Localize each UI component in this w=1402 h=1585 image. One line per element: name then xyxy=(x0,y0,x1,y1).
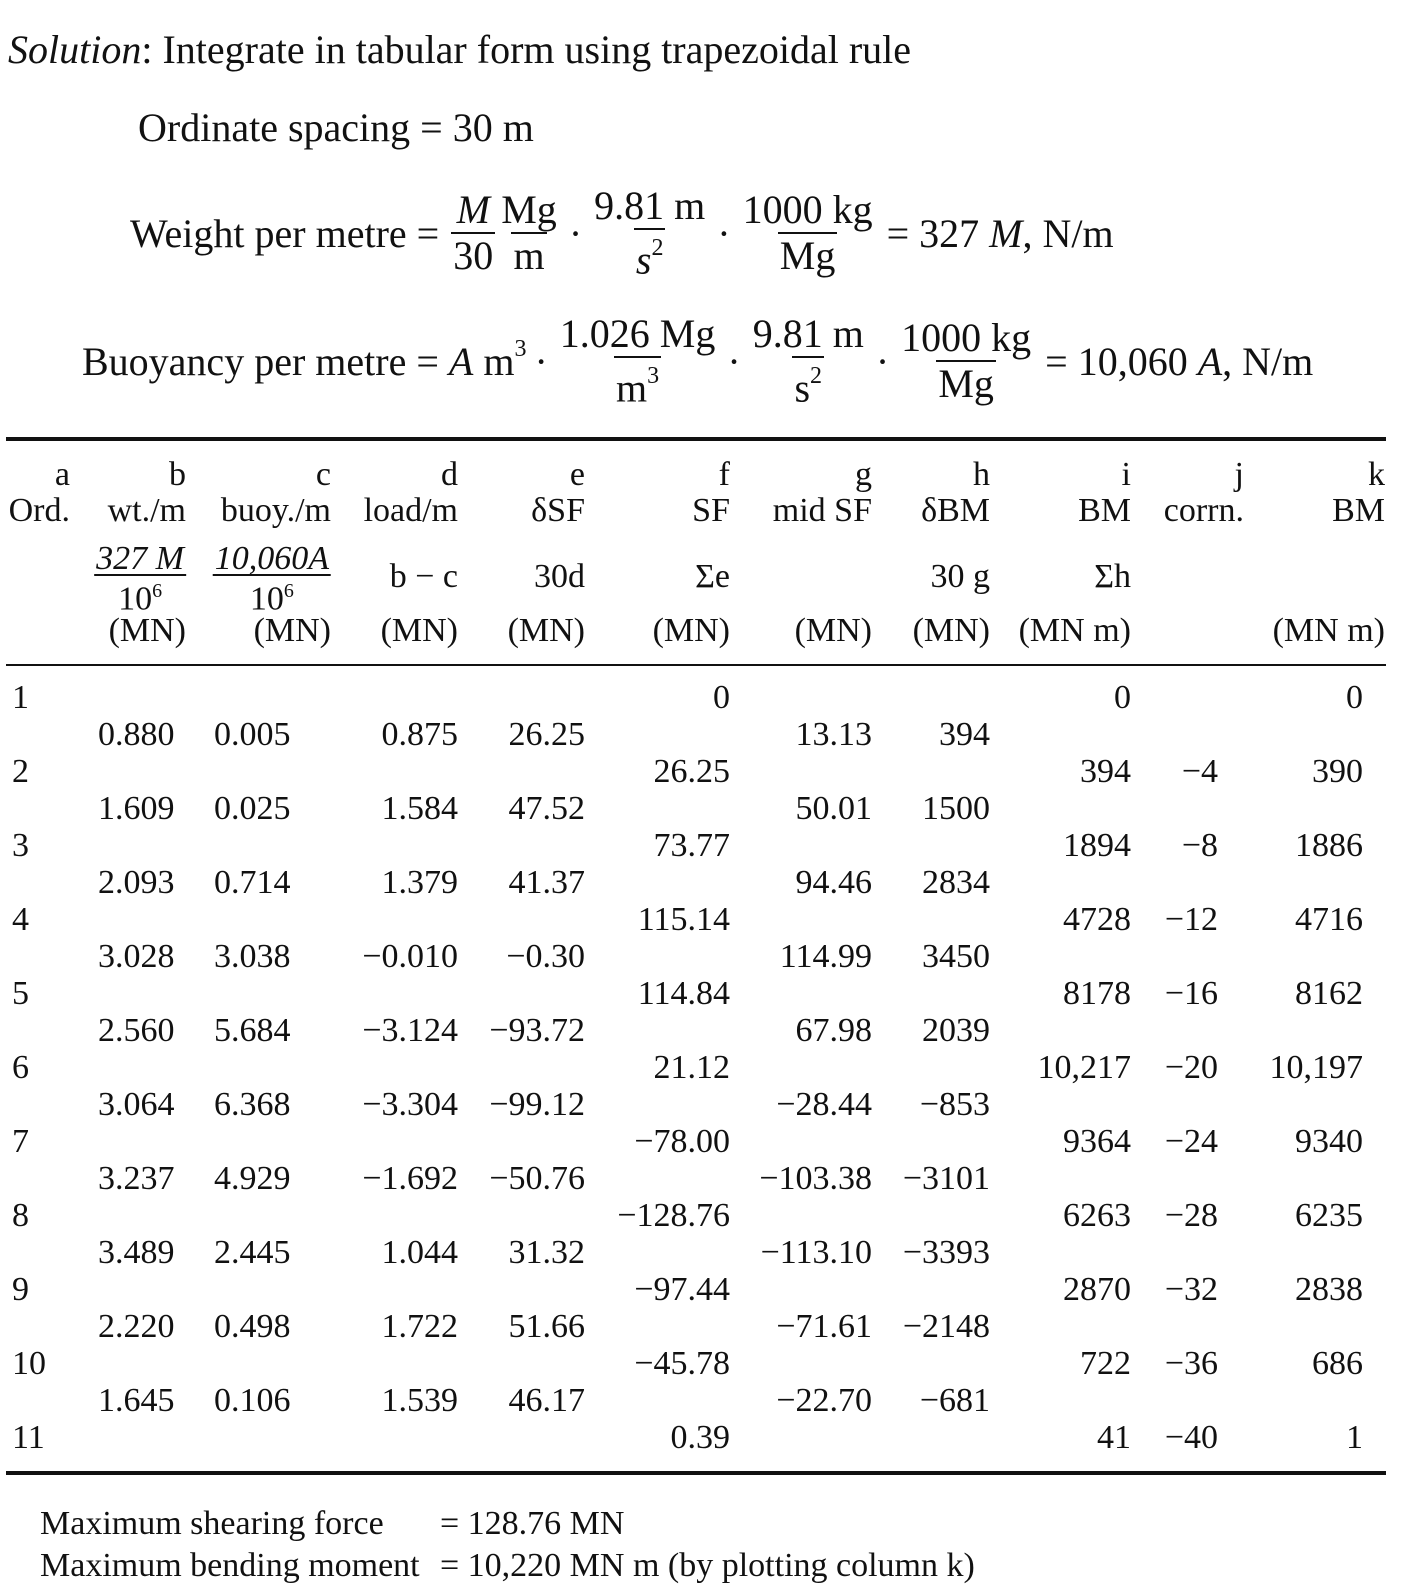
bm-value: 9364 xyxy=(1063,1123,1131,1160)
buoyancy-value: 0.005 xyxy=(214,716,291,753)
corrected-bm-value: 1 xyxy=(1346,1419,1363,1456)
weight-f1-den-unit: m xyxy=(513,233,545,278)
weight-fraction-3 xyxy=(741,188,875,278)
table-top-rule xyxy=(6,437,1386,441)
buoyancy-result: = 10,060 A, N/m xyxy=(1045,338,1314,384)
buoyancy-f1-den: m xyxy=(616,365,648,411)
unit-b: (MN) xyxy=(108,612,186,649)
corrected-bm-value: 390 xyxy=(1312,753,1363,790)
buoyancy-f3-num: 1000 kg xyxy=(901,315,1032,360)
solution-lead: Solution xyxy=(8,27,142,72)
ordinate-number: 2 xyxy=(12,753,29,790)
weight-fraction-2 xyxy=(592,184,707,282)
weight-f1-num-unit: Mg xyxy=(501,187,557,232)
multiply-dot: · xyxy=(568,210,583,256)
delta-sf-value: −50.76 xyxy=(489,1160,585,1197)
bm-value: 4728 xyxy=(1063,901,1131,938)
weight-value: 3.237 xyxy=(98,1160,175,1197)
load-value: 1.584 xyxy=(381,790,458,827)
delta-sf-value: −93.72 xyxy=(489,1012,585,1049)
summary-bending-value: = 10,220 MN m (by plotting column k) xyxy=(440,1547,975,1584)
multiply-dot: · xyxy=(534,338,548,384)
corrected-bm-value: 1886 xyxy=(1295,827,1363,864)
buoyancy-value: 2.445 xyxy=(214,1234,291,1271)
ordinate-number: 7 xyxy=(12,1123,29,1160)
solution-heading xyxy=(8,26,911,73)
ordinate-number: 6 xyxy=(12,1049,29,1086)
buoyancy-label: Buoyancy per metre xyxy=(82,338,407,384)
buoyancy-value: 3.038 xyxy=(214,938,291,975)
bm-value: 41 xyxy=(1097,1419,1131,1456)
buoyancy-value: 0.498 xyxy=(214,1308,291,1345)
correction-value: −8 xyxy=(1181,827,1218,864)
formula-e: 30d xyxy=(534,558,585,595)
sf-value: −78.00 xyxy=(634,1123,730,1160)
delta-sf-value: 31.32 xyxy=(508,1234,585,1271)
mid-sf-value: 114.99 xyxy=(779,938,872,975)
ordinate-number: 1 xyxy=(12,679,29,716)
column-name-g: mid SF xyxy=(772,492,872,529)
delta-sf-value: 51.66 xyxy=(508,1308,585,1345)
table-bottom-rule xyxy=(6,1471,1386,1475)
column-letter-a: a xyxy=(54,456,70,493)
correction-value: −36 xyxy=(1164,1345,1218,1382)
weight-value: 1.609 xyxy=(98,790,175,827)
load-value: 0.875 xyxy=(381,716,458,753)
delta-sf-value: 41.37 xyxy=(508,864,585,901)
column-name-b: wt./m xyxy=(107,492,186,529)
delta-bm-value: −3393 xyxy=(902,1234,990,1271)
column-name-i: BM xyxy=(1078,492,1131,529)
load-value: −0.010 xyxy=(362,938,458,975)
corrected-bm-value: 0 xyxy=(1346,679,1363,716)
weight-f2-den: s xyxy=(635,237,652,283)
ordinate-number: 4 xyxy=(12,901,29,938)
weight-value: 2.560 xyxy=(98,1012,175,1049)
corrected-bm-value: 2838 xyxy=(1295,1271,1363,1308)
sf-value: 73.77 xyxy=(653,827,730,864)
buoyancy-f3-den: Mg xyxy=(938,361,994,406)
buoyancy-value: 0.714 xyxy=(214,864,291,901)
solution-text: : Integrate in tabular form using trapezoidal rule xyxy=(141,27,912,72)
weight-value: 3.489 xyxy=(98,1234,175,1271)
unit-g: (MN) xyxy=(794,612,872,649)
correction-value: −4 xyxy=(1181,753,1218,790)
weight-f2-num: 9.81 m xyxy=(594,182,706,228)
formula-c: $\frac{10,060A}{10^6}$ xyxy=(214,540,329,618)
ordinate-number: 5 xyxy=(12,975,29,1012)
buoyancy-f1-num: 1.026 Mg xyxy=(559,310,716,356)
buoyancy-value: 6.368 xyxy=(214,1086,291,1123)
correction-value: −40 xyxy=(1164,1419,1218,1456)
delta-sf-value: 26.25 xyxy=(508,716,585,753)
delta-bm-value: −2148 xyxy=(902,1308,990,1345)
unit-i: (MN m) xyxy=(1018,612,1131,649)
unit-e: (MN) xyxy=(507,612,585,649)
corrected-bm-value: 9340 xyxy=(1295,1123,1363,1160)
buoyancy-f2-exp: 2 xyxy=(810,362,823,389)
column-letter-f: f xyxy=(718,456,730,493)
ordinate-number: 10 xyxy=(12,1345,46,1382)
weight-f1-den: 30 xyxy=(453,233,494,278)
weight-equals: = xyxy=(416,210,440,256)
mid-sf-value: 67.98 xyxy=(795,1012,872,1049)
column-name-f: SF xyxy=(692,492,730,529)
ordinate-number: 11 xyxy=(12,1419,45,1456)
delta-bm-value: 2039 xyxy=(922,1012,990,1049)
bm-value: 722 xyxy=(1080,1345,1131,1382)
column-name-h: δBM xyxy=(921,492,990,529)
correction-value: −28 xyxy=(1164,1197,1218,1234)
weight-fraction-1 xyxy=(451,188,495,278)
delta-sf-value: −99.12 xyxy=(489,1086,585,1123)
column-letter-b: b xyxy=(169,456,186,493)
mid-sf-value: −71.61 xyxy=(776,1308,872,1345)
unit-h: (MN) xyxy=(912,612,990,649)
correction-value: −20 xyxy=(1164,1049,1218,1086)
corrected-bm-value: 4716 xyxy=(1295,901,1363,938)
delta-bm-value: −853 xyxy=(919,1086,990,1123)
corrected-bm-value: 686 xyxy=(1312,1345,1363,1382)
weight-f1-var: M xyxy=(456,187,490,232)
mid-sf-value: 94.46 xyxy=(795,864,872,901)
weight-value: 3.064 xyxy=(98,1086,175,1123)
weight-value: 1.645 xyxy=(98,1382,175,1419)
formula-b: $\frac{327 M}{10^6}$ xyxy=(96,540,184,618)
multiply-dot: · xyxy=(727,338,741,384)
weight-result: = 327 M, N/m xyxy=(886,210,1114,256)
buoyancy-f2-den: s xyxy=(794,365,811,411)
column-letter-g: g xyxy=(855,456,872,493)
unit-d: (MN) xyxy=(380,612,458,649)
sf-value: −45.78 xyxy=(634,1345,730,1382)
unit-f: (MN) xyxy=(652,612,730,649)
mid-sf-value: 13.13 xyxy=(795,716,872,753)
mid-sf-value: −103.38 xyxy=(759,1160,872,1197)
load-value: −1.692 xyxy=(362,1160,458,1197)
sf-value: 26.25 xyxy=(653,753,730,790)
weight-value: 0.880 xyxy=(98,716,175,753)
buoyancy-lead: A $m^3$ xyxy=(448,336,527,384)
delta-bm-value: 394 xyxy=(939,716,990,753)
weight-value: 3.028 xyxy=(98,938,175,975)
buoyancy-value: 0.025 xyxy=(214,790,291,827)
buoyancy-equals: = xyxy=(416,338,439,384)
ordinate-number: 9 xyxy=(12,1271,29,1308)
column-name-k: BM xyxy=(1332,492,1385,529)
weight-f3-num: 1000 kg xyxy=(742,187,873,232)
column-name-j: corrn. xyxy=(1163,492,1244,529)
weight-value: 2.093 xyxy=(98,864,175,901)
column-letter-i: i xyxy=(1121,456,1131,493)
load-value: 1.379 xyxy=(381,864,458,901)
mid-sf-value: −22.70 xyxy=(776,1382,872,1419)
correction-value: −24 xyxy=(1164,1123,1218,1160)
column-letter-h: h xyxy=(973,456,990,493)
column-letter-e: e xyxy=(569,456,585,493)
load-value: 1.722 xyxy=(381,1308,458,1345)
column-letter-c: c xyxy=(315,456,331,493)
multiply-dot: · xyxy=(717,210,731,256)
sf-value: 115.14 xyxy=(637,901,730,938)
correction-value: −16 xyxy=(1164,975,1218,1012)
bm-value: 2870 xyxy=(1063,1271,1131,1308)
delta-sf-value: 47.52 xyxy=(508,790,585,827)
correction-value: −32 xyxy=(1164,1271,1218,1308)
sf-value: −97.44 xyxy=(634,1271,730,1308)
delta-bm-value: 2834 xyxy=(922,864,990,901)
column-letter-j: j xyxy=(1234,456,1244,493)
column-letter-k: k xyxy=(1368,456,1385,493)
mid-sf-value: −113.10 xyxy=(760,1234,872,1271)
weight-label: Weight per metre xyxy=(130,210,407,256)
bm-value: 0 xyxy=(1114,679,1131,716)
column-name-e: δSF xyxy=(531,492,585,529)
weight-f2-exp: 2 xyxy=(651,234,664,261)
ordinate-number: 8 xyxy=(12,1197,29,1234)
corrected-bm-value: 8162 xyxy=(1295,975,1363,1012)
weight-value: 2.220 xyxy=(98,1308,175,1345)
corrected-bm-value: 6235 xyxy=(1295,1197,1363,1234)
ordinate-spacing-line: Ordinate spacing = 30 m xyxy=(138,105,534,150)
buoyancy-value: 4.929 xyxy=(214,1160,291,1197)
column-name-c: buoy./m xyxy=(220,492,331,529)
table-header-rule xyxy=(6,664,1386,666)
unit-c: (MN) xyxy=(253,612,331,649)
delta-bm-value: −3101 xyxy=(902,1160,990,1197)
sf-value: −128.76 xyxy=(617,1197,730,1234)
formula-h: 30 g xyxy=(930,558,990,595)
delta-bm-value: 1500 xyxy=(922,790,990,827)
buoyancy-value: 5.684 xyxy=(214,1012,291,1049)
buoyancy-f1-exp: 3 xyxy=(647,362,660,389)
weight-fraction-1-unit xyxy=(499,188,559,278)
sf-value: 21.12 xyxy=(653,1049,730,1086)
bm-value: 8178 xyxy=(1063,975,1131,1012)
unit-k: (MN m) xyxy=(1272,612,1385,649)
bm-value: 1894 xyxy=(1063,827,1131,864)
sf-value: 0 xyxy=(713,679,730,716)
buoyancy-fraction-2 xyxy=(751,312,866,410)
buoyancy-fraction-1 xyxy=(558,312,718,410)
summary-shear xyxy=(40,1505,624,1543)
delta-bm-value: −681 xyxy=(919,1382,990,1419)
formula-i: Σh xyxy=(1094,558,1131,595)
buoyancy-equation xyxy=(82,306,1323,416)
delta-bm-value: 3450 xyxy=(922,938,990,975)
ordinate-number: 3 xyxy=(12,827,29,864)
load-value: 1.539 xyxy=(381,1382,458,1419)
correction-value: −12 xyxy=(1164,901,1218,938)
bm-value: 6263 xyxy=(1063,1197,1131,1234)
delta-sf-value: −0.30 xyxy=(506,938,585,975)
bm-value: 394 xyxy=(1080,753,1131,790)
load-value: 1.044 xyxy=(381,1234,458,1271)
buoyancy-value: 0.106 xyxy=(214,1382,291,1419)
summary-shear-value: = 128.76 MN xyxy=(440,1505,625,1542)
summary-bending-label: Maximum bending moment xyxy=(40,1547,420,1584)
formula-d: b − c xyxy=(389,558,458,595)
buoyancy-fraction-3 xyxy=(899,316,1033,406)
buoyancy-f2-num: 9.81 m xyxy=(752,310,864,356)
column-name-d: load/m xyxy=(363,492,458,529)
column-name-a: Ord. xyxy=(8,492,70,529)
bm-value: 10,217 xyxy=(1037,1049,1131,1086)
mid-sf-value: 50.01 xyxy=(795,790,872,827)
load-value: −3.304 xyxy=(362,1086,458,1123)
mid-sf-value: −28.44 xyxy=(776,1086,872,1123)
column-letter-d: d xyxy=(441,456,458,493)
sf-value: 114.84 xyxy=(637,975,730,1012)
formula-f: Σe xyxy=(695,558,730,595)
summary-shear-label: Maximum shearing force xyxy=(40,1505,384,1542)
summary-bending xyxy=(40,1547,975,1585)
multiply-dot: · xyxy=(875,338,890,384)
corrected-bm-value: 10,197 xyxy=(1269,1049,1363,1086)
weight-equation xyxy=(130,178,1124,288)
sf-value: 0.39 xyxy=(670,1419,730,1456)
weight-f3-den: Mg xyxy=(779,233,836,278)
load-value: −3.124 xyxy=(362,1012,458,1049)
delta-sf-value: 46.17 xyxy=(508,1382,585,1419)
